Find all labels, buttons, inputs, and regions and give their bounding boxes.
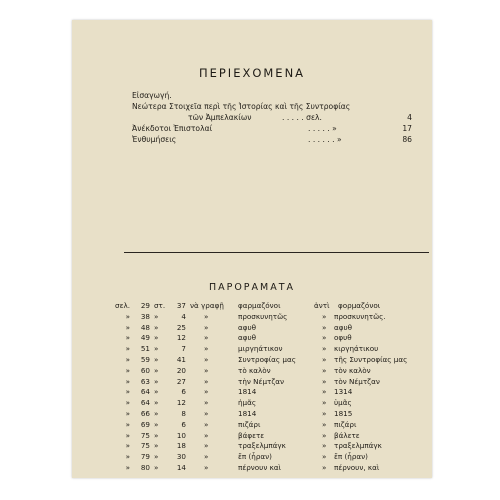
errata-right: ὑμᾶς (334, 398, 352, 408)
errata-page: 75 (140, 430, 150, 440)
ditto-mark: » (322, 376, 327, 386)
ditto-mark: » (154, 376, 159, 386)
errata-page: 66 (140, 408, 150, 418)
ditto-mark: » (154, 344, 159, 354)
ditto-mark: » (125, 387, 130, 397)
ditto-mark: » (204, 333, 209, 343)
errata-row (112, 312, 432, 323)
errata-line: 20 (176, 365, 186, 375)
errata-row (112, 333, 432, 344)
ditto-mark: » (204, 430, 209, 440)
toc-page-number: 17 (402, 124, 412, 133)
ditto-mark: » (204, 419, 209, 429)
errata-wrong: πέρνουν καὶ (238, 462, 282, 472)
errata-wrong: 1814 (238, 408, 257, 418)
ditto-mark: » (154, 430, 159, 440)
errata-line: 4 (181, 311, 186, 321)
toc-page-number: 86 (402, 135, 412, 144)
errata-wrong: Συντροφίας μας (238, 354, 296, 364)
errata-right: τὸν Νέμτζαν (334, 376, 380, 386)
errata-line: 8 (181, 408, 186, 418)
ditto-mark: » (322, 462, 327, 472)
errata-page: 64 (140, 398, 150, 408)
section-divider (124, 252, 429, 253)
ditto-mark: » (125, 462, 130, 472)
errata-row (112, 387, 432, 398)
ditto-mark: » (154, 452, 159, 462)
ditto-mark: » (154, 333, 159, 343)
errata-row (112, 420, 432, 431)
ditto-mark: » (322, 365, 327, 375)
errata-wrong: πιζάρι (238, 419, 261, 429)
ditto-mark: » (204, 398, 209, 408)
errata-sel-label: σελ. (115, 301, 130, 310)
errata-wrong: προσκυνητῶς (238, 311, 288, 321)
toc-entry (132, 101, 412, 112)
errata-page: 64 (140, 387, 150, 397)
errata-row (112, 452, 432, 463)
errata-wrong: φαρμαζόνοι (238, 301, 281, 310)
ditto-mark: » (204, 376, 209, 386)
errata-line: 6 (181, 387, 186, 397)
errata-right: ἔπ (ἦραν) (334, 452, 368, 462)
ditto-mark: » (322, 441, 327, 451)
ditto-mark: » (204, 441, 209, 451)
toc-entry (132, 112, 412, 123)
ditto-mark: » (125, 398, 130, 408)
toc-entry-text: τῶν Ἀμπελακίων (188, 113, 252, 122)
ditto-mark: » (204, 462, 209, 472)
errata-right: προσκυνητῶς. (334, 311, 386, 321)
errata-wrong: ἡμᾶς (238, 398, 257, 408)
errata-grafi-label: νὰ γραφῇ (190, 301, 224, 310)
errata-page: 59 (140, 354, 150, 364)
errata-title: ΠΑΡΟΡΑΜΑΤΑ (208, 282, 296, 293)
ditto-mark: » (322, 322, 327, 332)
errata-wrong: ἔπ (ἦραν) (238, 452, 272, 462)
errata-row (112, 344, 432, 355)
ditto-mark: » (154, 354, 159, 364)
errata-row (112, 366, 432, 377)
errata-wrong: τὸ καλὸν (238, 365, 271, 375)
errata-line: 37 (176, 301, 186, 310)
errata-row (112, 431, 432, 442)
ditto-mark: » (125, 408, 130, 418)
errata-st-label: στ. (154, 301, 166, 310)
ditto-mark: » (154, 311, 159, 321)
ditto-mark: » (204, 322, 209, 332)
ditto-mark: » (322, 408, 327, 418)
toc-leader: . . . . . σελ. (282, 113, 322, 122)
errata-line: 12 (176, 333, 186, 343)
errata-right: βάλετε (334, 430, 360, 440)
errata-row (112, 441, 432, 452)
ditto-mark: » (125, 430, 130, 440)
ditto-mark: » (204, 387, 209, 397)
ditto-mark: » (322, 333, 327, 343)
ditto-mark: » (154, 387, 159, 397)
errata-right: πιζάρι (334, 419, 357, 429)
ditto-mark: » (154, 365, 159, 375)
errata-page: 75 (140, 441, 150, 451)
errata-line: 6 (181, 419, 186, 429)
ditto-mark: » (322, 419, 327, 429)
toc-leader: . . . . . » (308, 124, 337, 133)
errata-row (112, 398, 432, 409)
errata-line: 18 (176, 441, 186, 451)
ditto-mark: » (322, 430, 327, 440)
errata-page: 48 (140, 322, 150, 332)
errata-right: τὸν καλὸν (334, 365, 371, 375)
errata-row (112, 409, 432, 420)
ditto-mark: » (125, 333, 130, 343)
errata-line: 30 (176, 452, 186, 462)
errata-page: 69 (140, 419, 150, 429)
ditto-mark: » (204, 344, 209, 354)
toc-entry-text: Ἐνθυμήσεις (132, 135, 177, 144)
ditto-mark: » (154, 462, 159, 472)
ditto-mark: » (125, 441, 130, 451)
ditto-mark: » (154, 322, 159, 332)
errata-right: τῆς Συντροφίας μας (334, 354, 408, 364)
toc-list (132, 90, 412, 145)
errata-header-row (112, 301, 432, 312)
errata-line: 12 (176, 398, 186, 408)
errata-line: 41 (176, 354, 186, 364)
ditto-mark: » (322, 354, 327, 364)
errata-table (112, 301, 432, 474)
ditto-mark: » (322, 398, 327, 408)
errata-wrong: αφυθ (238, 333, 257, 343)
toc-page-number: 4 (407, 113, 412, 122)
errata-right: τραξελμπάγκ (334, 441, 382, 451)
errata-page: 80 (140, 462, 150, 472)
ditto-mark: » (322, 452, 327, 462)
errata-right: φορμαζόνοι (338, 301, 381, 310)
errata-wrong: μιργηάτικον (238, 344, 283, 354)
ditto-mark: » (125, 376, 130, 386)
errata-line: 7 (181, 344, 186, 354)
ditto-mark: » (204, 452, 209, 462)
ditto-mark: » (204, 311, 209, 321)
ditto-mark: » (125, 344, 130, 354)
errata-page: 38 (140, 311, 150, 321)
ditto-mark: » (125, 322, 130, 332)
errata-row (112, 377, 432, 388)
ditto-mark: » (322, 387, 327, 397)
ditto-mark: » (322, 344, 327, 354)
toc-entry (132, 123, 412, 134)
ditto-mark: » (125, 311, 130, 321)
errata-line: 14 (176, 462, 186, 472)
toc-entry-text: Εἰσαγωγή. (132, 91, 172, 100)
ditto-mark: » (204, 408, 209, 418)
errata-page: 60 (140, 365, 150, 375)
errata-row (112, 463, 432, 474)
ditto-mark: » (204, 365, 209, 375)
ditto-mark: » (154, 419, 159, 429)
toc-entry-text: Ἀνέκδοτοι Ἐπιστολαί (132, 124, 213, 133)
errata-page: 29 (140, 301, 150, 310)
errata-anti-label: ἀντὶ (314, 301, 330, 310)
errata-right: 1815 (334, 408, 353, 418)
errata-row (112, 323, 432, 334)
errata-wrong: 1814 (238, 387, 257, 397)
toc-leader: . . . . . . » (308, 135, 342, 144)
ditto-mark: » (125, 452, 130, 462)
errata-right: οφυθ (334, 333, 352, 343)
errata-line: 25 (176, 322, 186, 332)
toc-entry-text: Νεώτερα Στοιχεῖα περὶ τῆς Ἱστορίας καὶ τῆς Συντροφίας (132, 102, 351, 111)
errata-row (112, 355, 432, 366)
errata-page: 51 (140, 344, 150, 354)
toc-entry (132, 134, 412, 145)
ditto-mark: » (125, 354, 130, 364)
errata-wrong: βάφετε (238, 430, 265, 440)
ditto-mark: » (125, 365, 130, 375)
errata-page: 49 (140, 333, 150, 343)
ditto-mark: » (154, 398, 159, 408)
errata-right: 1314 (334, 387, 353, 397)
ditto-mark: » (322, 311, 327, 321)
ditto-mark: » (204, 354, 209, 364)
toc-title: ΠΕΡΙΕΧΟΜΕΝΑ (198, 66, 306, 80)
ditto-mark: » (125, 419, 130, 429)
errata-line: 10 (176, 430, 186, 440)
errata-wrong: τὴν Νέμτζαν (238, 376, 285, 386)
errata-wrong: τραξελμπάγκ (238, 441, 286, 451)
errata-line: 27 (176, 376, 186, 386)
ditto-mark: » (154, 408, 159, 418)
book-page (72, 20, 432, 478)
ditto-mark: » (154, 441, 159, 451)
errata-page: 79 (140, 452, 150, 462)
errata-page: 63 (140, 376, 150, 386)
errata-wrong: αφυθ (238, 322, 257, 332)
errata-right: πέρνουν, καὶ (334, 462, 380, 472)
toc-entry (132, 90, 412, 101)
errata-right: αφυθ (334, 322, 353, 332)
errata-right: κιργηάτικου (334, 344, 379, 354)
